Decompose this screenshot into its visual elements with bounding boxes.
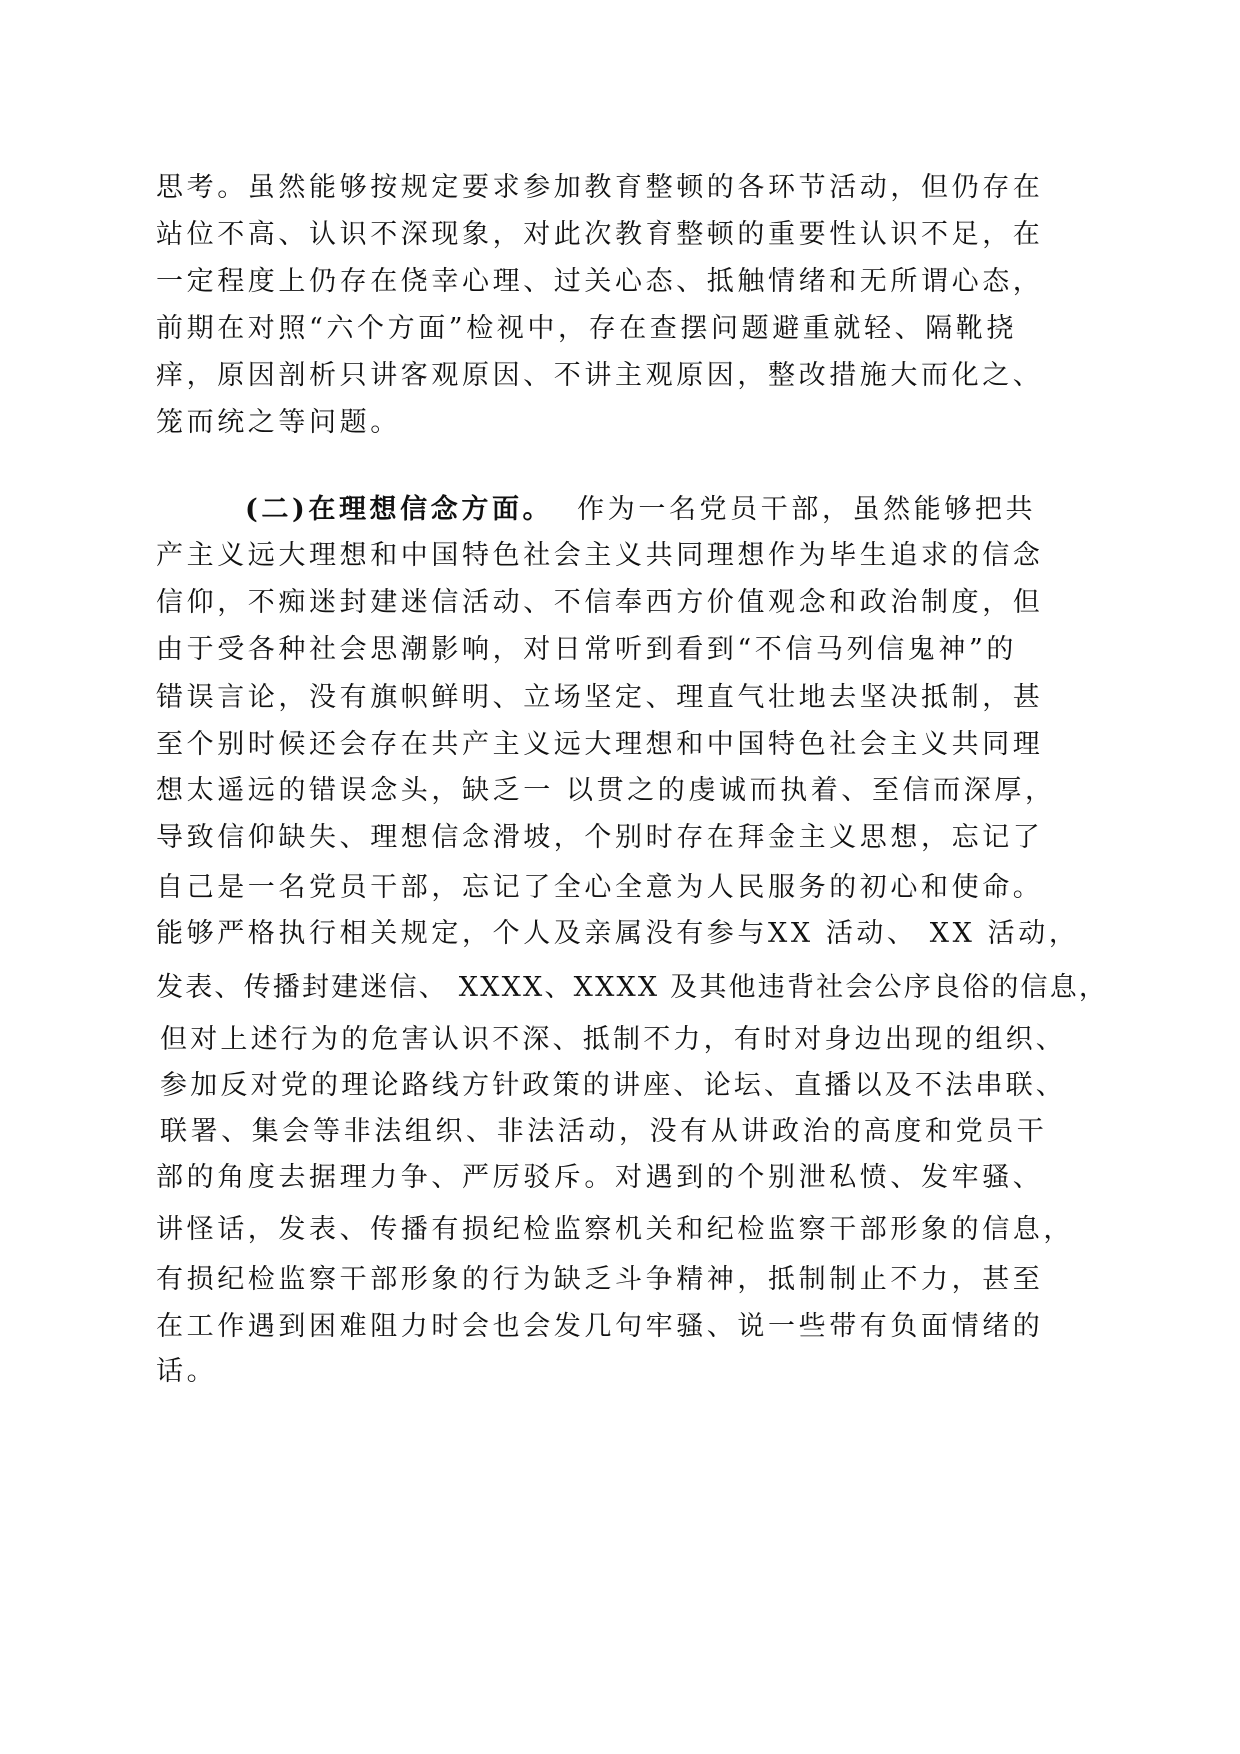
paragraph-2-line: 信仰，不痴迷封建迷信活动、不信奉西方价值观念和政治制度，但 xyxy=(156,587,1044,618)
paragraph-1-line: 前期在对照“六个方面”检视中，存在查摆问题避重就轻、隔靴挠 xyxy=(156,313,1018,344)
paragraph-2-line: 错误言论，没有旗帜鲜明、立场坚定、理直气壮地去坚决抵制，甚 xyxy=(156,682,1044,713)
paragraph-1-line: 站位不高、认识不深现象，对此次教育整顿的重要性认识不足，在 xyxy=(156,219,1044,250)
paragraph-2-line: 部的角度去据理力争、严厉驳斥。对遇到的个别泄私愤、发牢骚、 xyxy=(156,1162,1044,1193)
paragraph-1-line: 痒，原因剖析只讲客观原因、不讲主观原因，整改措施大而化之、 xyxy=(156,360,1044,391)
paragraph-2-line: 发表、传播封建迷信、 XXXX、XXXX 及其他违背社会公序良俗的信息， xyxy=(156,972,1109,1003)
paragraph-2-line: 讲怪话，发表、传播有损纪检监察机关和纪检监察干部形象的信息， xyxy=(156,1214,1074,1245)
paragraph-2-line: 参加反对党的理论路线方针政策的讲座、论坛、直播以及不法串联、 xyxy=(160,1070,1066,1101)
paragraph-2-line: 自己是一名党员干部，忘记了全心全意为人民服务的初心和使命。 xyxy=(156,872,1044,903)
paragraph-2-line: 联署、集会等非法组织、非法活动，没有从讲政治的高度和党员干 xyxy=(160,1116,1048,1147)
paragraph-2-first-line xyxy=(245,492,1036,528)
paragraph-2-line: 想太遥远的错误念头，缺乏一 以贯之的虔诚而执着、至信而深厚， xyxy=(156,775,1056,806)
paragraph-2-line: 导致信仰缺失、理想信念滑坡，个别时存在拜金主义思想，忘记了 xyxy=(156,822,1044,853)
paragraph-1-line: 一定程度上仍存在侥幸心理、过关心态、抵触情绪和无所谓心态， xyxy=(156,266,1044,297)
section-heading: (二)在理想信念方面。 xyxy=(245,494,554,525)
paragraph-2-line: 能够严格执行相关规定，个人及亲属没有参与XX 活动、 XX 活动， xyxy=(156,918,1080,949)
paragraph-2-line: 有损纪检监察干部形象的行为缺乏斗争精神，抵制制止不力，甚至 xyxy=(156,1264,1044,1295)
paragraph-2-line: 产主义远大理想和中国特色社会主义共同理想作为毕生追求的信念 xyxy=(156,540,1044,571)
paragraph-1-line: 笼而统之等问题。 xyxy=(156,407,401,438)
paragraph-2-line: 但对上述行为的危害认识不深、抵制不力，有时对身边出现的组织、 xyxy=(160,1024,1066,1055)
paragraph-2-line: 话。 xyxy=(156,1356,218,1387)
paragraph-2-first-line-text: 作为一名党员干部，虽然能够把共 xyxy=(577,494,1037,525)
paragraph-2-line: 由于受各种社会思潮影响，对日常听到看到“不信马列信鬼神”的 xyxy=(156,634,1018,665)
paragraph-2-line: 在工作遇到困难阻力时会也会发几句牢骚、说一些带有负面情绪的 xyxy=(156,1311,1044,1342)
paragraph-2-line: 至个别时候还会存在共产主义远大理想和中国特色社会主义共同理 xyxy=(156,729,1044,760)
paragraph-1-line: 思考。虽然能够按规定要求参加教育整顿的各环节活动，但仍存在 xyxy=(156,172,1044,203)
